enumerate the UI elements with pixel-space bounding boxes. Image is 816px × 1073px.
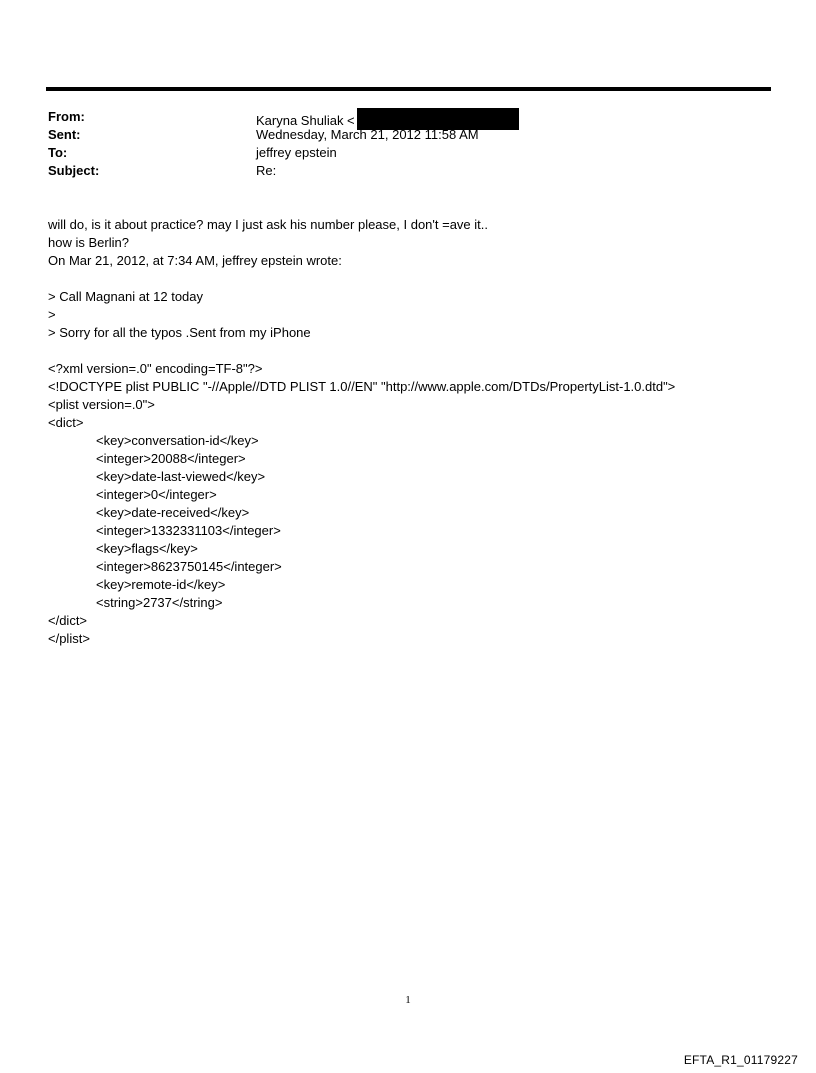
xml-line: <integer>0</integer>: [96, 487, 217, 502]
body-line: On Mar 21, 2012, at 7:34 AM, jeffrey epstein wrote:: [48, 253, 342, 268]
subject-value: Re:: [256, 163, 277, 178]
to-label: To:: [48, 145, 68, 160]
body-line: will do, is it about practice? may I just ask his number please, I don't =ave it..: [48, 217, 489, 232]
xml-line: <key>date-received</key>: [96, 505, 250, 520]
quoted-line: > Sorry for all the typos .Sent from my iPhone: [48, 325, 311, 340]
xml-line: </dict>: [48, 613, 88, 628]
xml-line: <key>flags</key>: [96, 541, 198, 556]
xml-line: <integer>1332331103</integer>: [96, 523, 281, 538]
xml-line: <?xml version=.0" encoding=TF-8"?>: [48, 361, 263, 376]
bates-number: EFTA_R1_01179227: [683, 1053, 798, 1067]
page-number: 1: [405, 994, 411, 1006]
xml-line: <key>date-last-viewed</key>: [96, 469, 266, 484]
xml-line: <key>conversation-id</key>: [96, 433, 259, 448]
header-rule: [46, 87, 771, 91]
xml-line: </plist>: [48, 631, 90, 646]
subject-label: Subject:: [48, 163, 100, 178]
xml-line: <!DOCTYPE plist PUBLIC "-//Apple//DTD PLIST 1.0//EN" "http://www.apple.com/DTDs/PropertyList-1.0.dtd">: [48, 379, 676, 394]
xml-line: <dict>: [48, 415, 84, 430]
xml-line: <key>remote-id</key>: [96, 577, 226, 592]
body-line: how is Berlin?: [48, 235, 129, 250]
email-body: [48, 216, 773, 648]
sent-value: Wednesday, March 21, 2012 11:58 AM: [256, 127, 479, 142]
blank-line: [48, 342, 773, 360]
to-value: jeffrey epstein: [256, 145, 337, 160]
blank-line: [48, 270, 773, 288]
xml-line: <plist version=.0">: [48, 397, 155, 412]
xml-line: <integer>20088</integer>: [96, 451, 246, 466]
quoted-line: > Call Magnani at 12 today: [48, 289, 204, 304]
from-name: Karyna Shuliak <: [256, 113, 355, 128]
from-label: From:: [48, 109, 85, 124]
xml-line: <integer>8623750145</integer>: [96, 559, 282, 574]
quoted-line: >: [48, 307, 56, 322]
xml-line: <string>2737</string>: [96, 595, 223, 610]
sent-label: Sent:: [48, 127, 81, 142]
